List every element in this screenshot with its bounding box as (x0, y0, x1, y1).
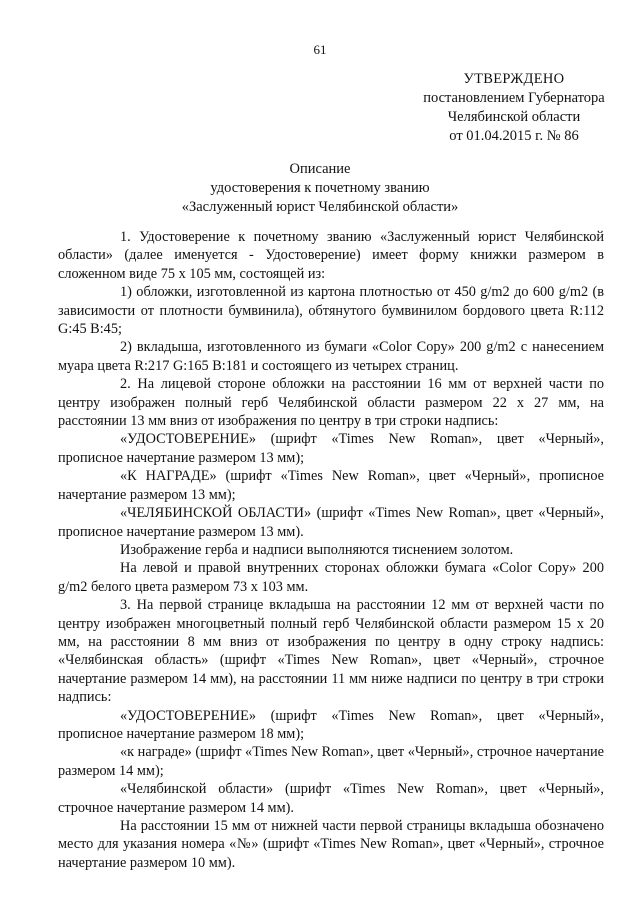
document-title (0, 160, 640, 217)
title-line: Описание (289, 161, 351, 177)
paragraph: «К НАГРАДЕ» (шрифт «Times New Roman», цвет «Черный», прописное начертание размером 13 мм); (58, 468, 604, 503)
approval-line: постановлением Губернатора (423, 90, 605, 106)
title-line: «Заслуженный юрист Челябинской области» (181, 199, 459, 215)
approval-heading: УТВЕРЖДЕНО (463, 71, 565, 87)
paragraph: На расстоянии 15 мм от нижней части первой страницы вкладыша обозначено место для указания номера «№» (шрифт «Times New Roman», цвет «Черный», строчное начертание размером 10 мм). (58, 818, 604, 871)
paragraph: «УДОСТОВЕРЕНИЕ» (шрифт «Times New Roman», цвет «Черный», прописное начертание размером 18 мм); (58, 707, 604, 742)
title-line: удостоверения к почетному званию (210, 180, 430, 196)
approval-stamp-block (404, 70, 624, 146)
approval-line: Челябинской области (447, 109, 581, 125)
paragraph: «к награде» (шрифт «Times New Roman», цвет «Черный», строчное начертание размером 14 мм); (58, 744, 604, 779)
paragraph: 1. Удостоверение к почетному званию «Заслуженный юрист Челябинской области» (далее именуется - Удостоверение) имеет форму книжки размером в сложенном виде 75 х 105 мм, состоящей из: (58, 229, 604, 282)
document-body (58, 228, 604, 872)
paragraph: 3. На первой странице вкладыша на расстоянии 12 мм от верхней части по центру изображен многоцветный полный герб Челябинской области размером 15 х 20 мм, на расстоянии 8 мм вниз от изображения по центру в одну строку надпись: «Челябинская область» (шрифт «Times New Roman», цвет «Черный», строчное начертание размером 14 мм), на расстоянии 11 мм ниже надписи по центру в три строки надпись: (58, 597, 604, 706)
paragraph: «ЧЕЛЯБИНСКОЙ ОБЛАСТИ» (шрифт «Times New Roman», цвет «Черный», прописное начертание размером 13 мм). (58, 505, 604, 540)
page-number: 61 (313, 42, 327, 57)
approval-date-line: от 01.04.2015 г. № 86 (449, 128, 579, 144)
paragraph: На левой и правой внутренних сторонах обложки бумага «Color Copy» 200 g/m2 белого цвета размером 73 х 103 мм. (58, 560, 604, 595)
paragraph: «Челябинской области» (шрифт «Times New Roman», цвет «Черный», строчное начертание размером 14 мм). (58, 781, 604, 816)
paragraph: 2. На лицевой стороне обложки на расстоянии 16 мм от верхней части по центру изображен полный герб Челябинской области размером 22 х 27 мм, на расстоянии 13 мм вниз от изображения по центру в три строки надпись: (58, 376, 604, 430)
paragraph: «УДОСТОВЕРЕНИЕ» (шрифт «Times New Roman», цвет «Черный», прописное начертание размером 13 мм); (58, 431, 604, 466)
paragraph: Изображение герба и надписи выполняются тиснением золотом. (120, 541, 514, 558)
paragraph: 2) вкладыша, изготовленного из бумаги «Color Copy» 200 g/m2 с нанесением муара цвета R:217 G:165 B:181 и состоящего из четырех страниц. (58, 339, 604, 374)
paragraph: 1) обложки, изготовленной из картона плотностью от 450 g/m2 до 600 g/m2 (в зависимости от плотности бумвинила), обтянутого бумвинилом бордового цвета R:112 G:45 B:45; (58, 284, 604, 338)
